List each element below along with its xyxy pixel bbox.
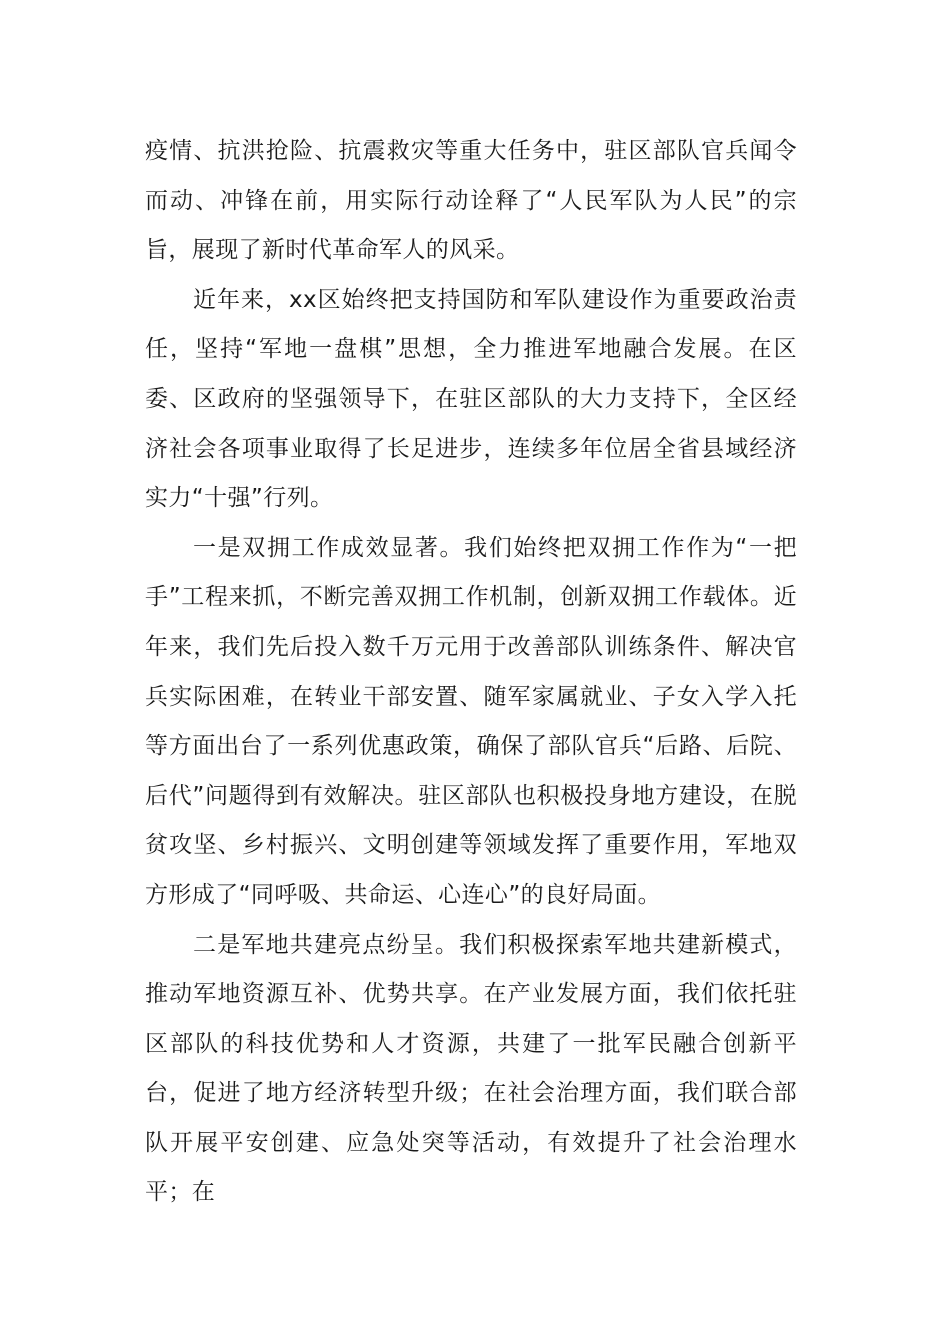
paragraph-1: 疫情、抗洪抢险、抗震救灾等重大任务中，驻区部队官兵闻令而动、冲锋在前，用实际行动诠释了“人民军队为人民”的宗旨，展现了新时代革命军人的风采。 — [145, 138, 797, 264]
paragraph-3: 一是双拥工作成效显著。我们始终把双拥工作作为“一把手”工程来抓，不断完善双拥工作机制，创新双拥工作载体。近年来，我们先后投入数千万元用于改善部队训练条件、解决官兵实际困难，在转业干部安置、随军家属就业、子女入学入托等方面出台了一系列优惠政策，确保了部队官兵“后路、后院、后代”问题得到有效解决。驻区部队也积极投身地方建设，在脱贫攻坚、乡村振兴、文明创建等领域发挥了重要作用，军地双方形成了“同呼吸、共命运、心连心”的良好局面。 — [145, 534, 797, 908]
paragraph-2: 近年来，xx区始终把支持国防和军队建设作为重要政治责任，坚持“军地一盘棋”思想，全力推进军地融合发展。在区委、区政府的坚强领导下，在驻区部队的大力支持下，全区经济社会各项事业取得了长足进步，连续多年位居全省县域经济实力“十强”行列。 — [145, 286, 797, 512]
document-body — [145, 127, 797, 1218]
paragraph-4: 二是军地共建亮点纷呈。我们积极探索军地共建新模式，推动军地资源互补、优势共享。在产业发展方面，我们依托驻区部队的科技优势和人才资源，共建了一批军民融合创新平台，促进了地方经济转型升级；在社会治理方面，我们联合部队开展平安创建、应急处突等活动，有效提升了社会治理水平；在 — [145, 931, 797, 1206]
